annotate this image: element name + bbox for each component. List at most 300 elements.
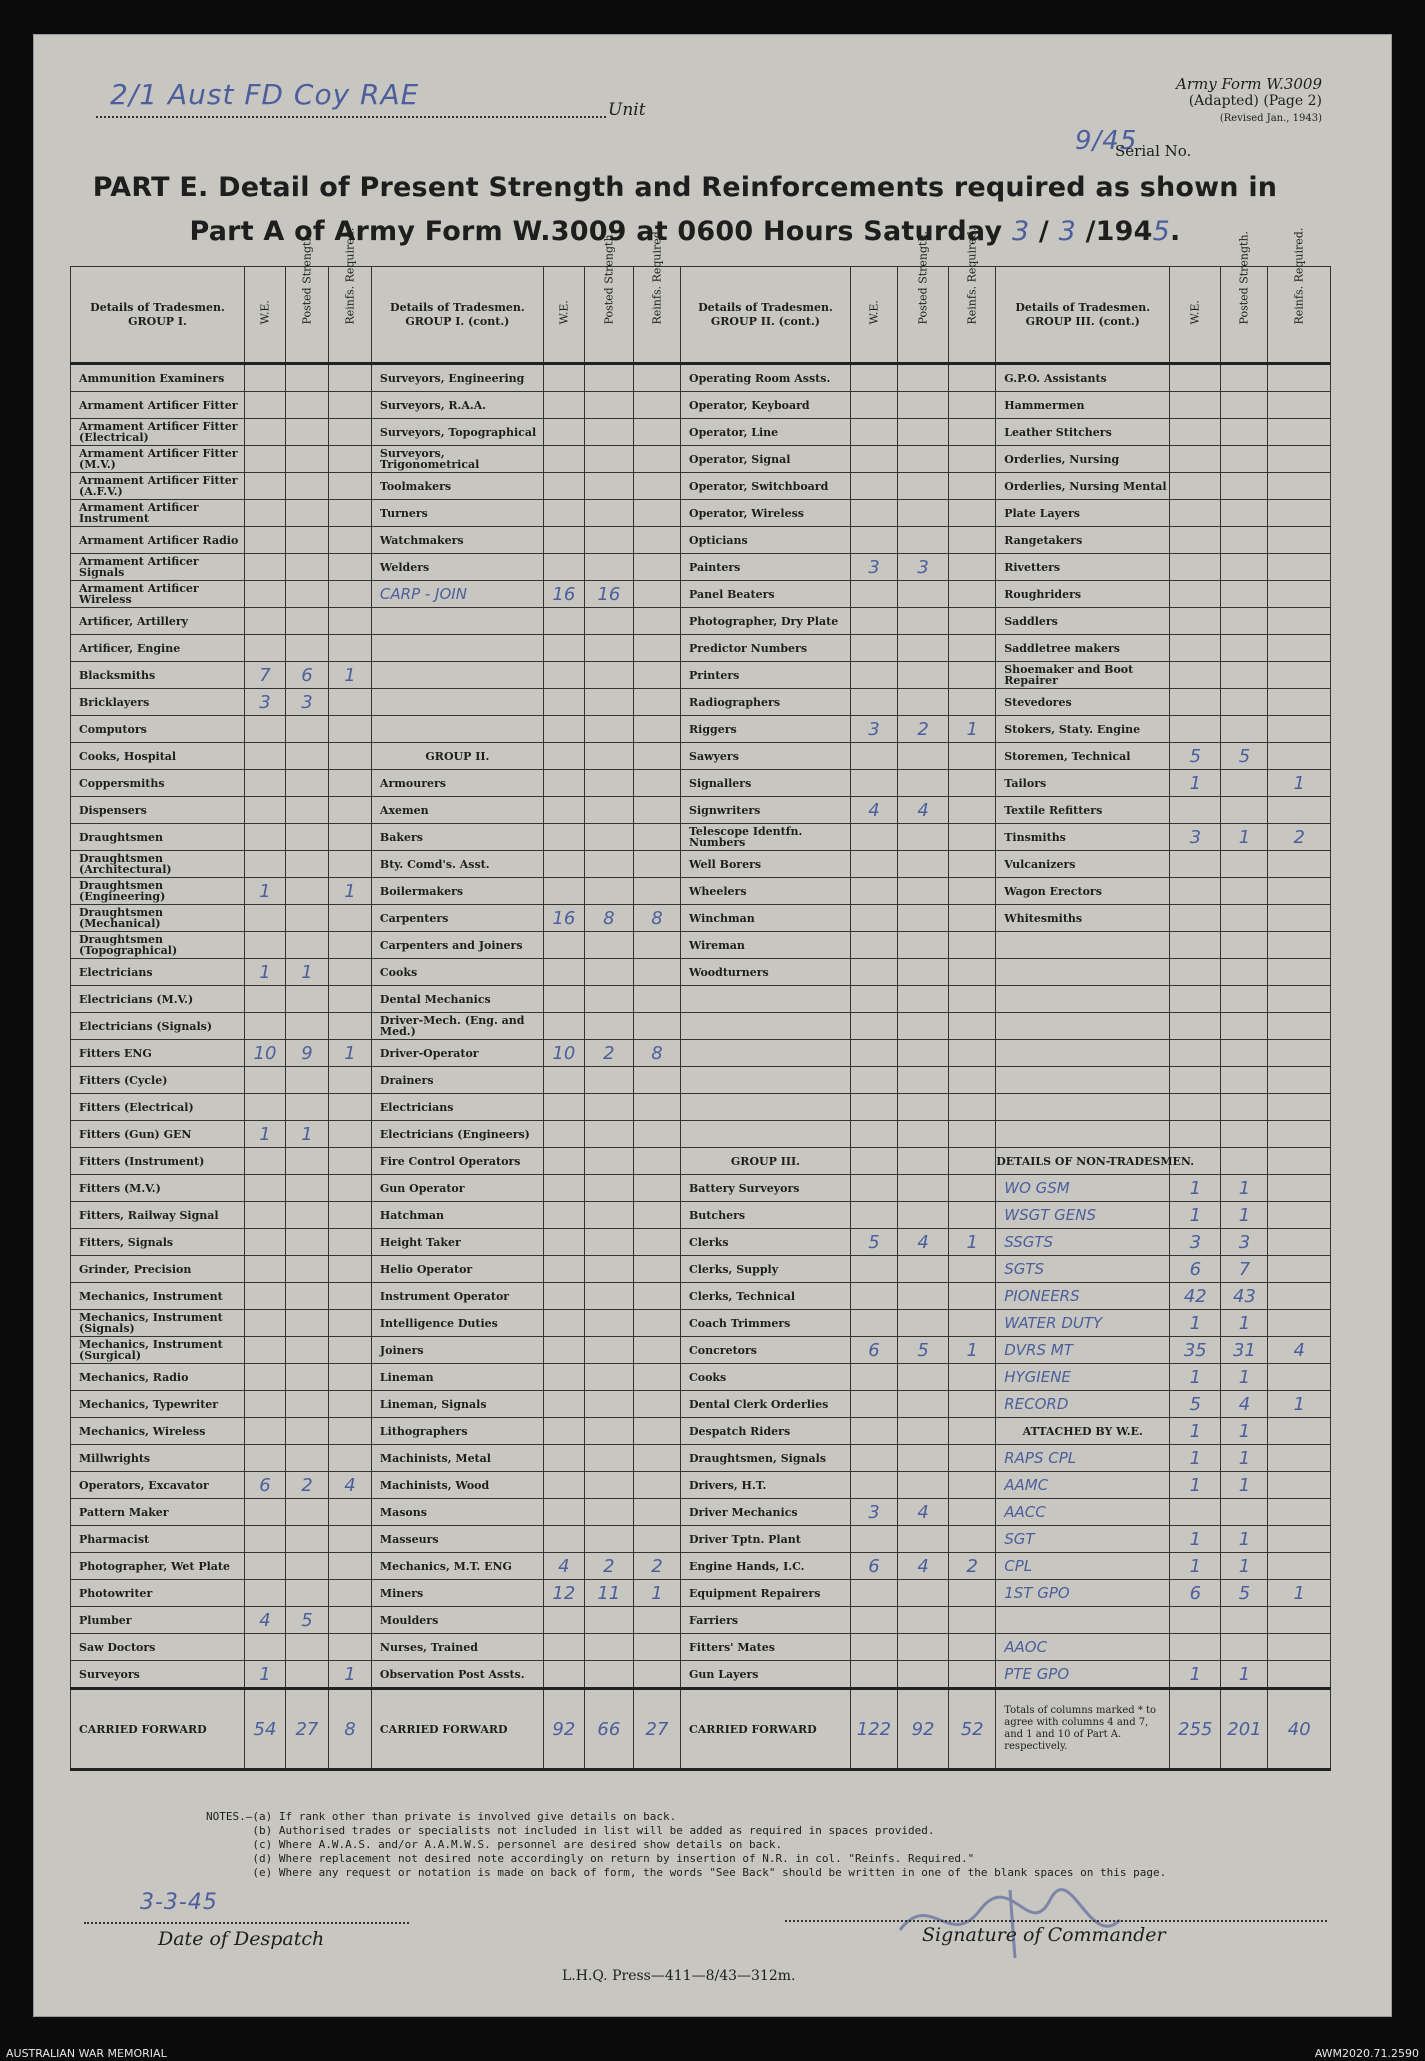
signature-line bbox=[785, 1920, 1327, 1922]
reinfs-required-value bbox=[328, 1634, 371, 1661]
we-value bbox=[245, 1418, 286, 1445]
we-value bbox=[850, 500, 897, 527]
reinfs-required-value bbox=[328, 770, 371, 797]
reinfs-required-value bbox=[1268, 554, 1331, 581]
carried-forward-value: 54 bbox=[245, 1689, 286, 1770]
we-value bbox=[1170, 797, 1221, 824]
trade-label: Hatchman bbox=[371, 1202, 543, 1229]
posted-strength-value bbox=[285, 554, 328, 581]
trade-label: Toolmakers bbox=[371, 473, 543, 500]
we-value bbox=[245, 364, 286, 392]
reinfs-required-value bbox=[633, 527, 680, 554]
trade-label: CPL bbox=[996, 1553, 1170, 1580]
trade-label: Tinsmiths bbox=[996, 824, 1170, 851]
table-row bbox=[71, 1499, 1331, 1526]
posted-strength-value bbox=[285, 527, 328, 554]
we-value: 1 bbox=[1170, 1661, 1221, 1689]
table-row bbox=[71, 1121, 1331, 1148]
posted-strength-value bbox=[1221, 905, 1268, 932]
page-title-line-1: PART E. Detail of Present Strength and Reinforcements required as shown in bbox=[92, 172, 1278, 203]
reinfs-required-value bbox=[633, 1121, 680, 1148]
trade-label: Saddlers bbox=[996, 608, 1170, 635]
posted-strength-value bbox=[1221, 446, 1268, 473]
reinfs-required-value: 1 bbox=[949, 1229, 996, 1256]
posted-strength-value bbox=[1221, 1013, 1268, 1040]
posted-strength-value bbox=[1221, 473, 1268, 500]
trade-label: Fitters (Electrical) bbox=[71, 1094, 245, 1121]
we-value bbox=[1170, 364, 1221, 392]
trade-label: Fitters' Mates bbox=[681, 1634, 851, 1661]
posted-strength-value bbox=[285, 878, 328, 905]
trade-label: Operator, Keyboard bbox=[681, 392, 851, 419]
we-value bbox=[543, 1148, 584, 1175]
reinfs-required-value bbox=[328, 1202, 371, 1229]
we-value bbox=[543, 419, 584, 446]
we-value bbox=[1170, 905, 1221, 932]
posted-strength-value bbox=[285, 364, 328, 392]
reinfs-required-value bbox=[633, 419, 680, 446]
reinfs-required-value bbox=[1268, 986, 1331, 1013]
trade-label bbox=[681, 986, 851, 1013]
posted-strength-value bbox=[897, 364, 948, 392]
form-line-2: (Adapted) (Page 2) bbox=[1188, 93, 1322, 109]
trade-label: Mechanics, Radio bbox=[71, 1364, 245, 1391]
reinfs-required-value bbox=[633, 500, 680, 527]
trade-label: Lineman, Signals bbox=[371, 1391, 543, 1418]
we-value bbox=[543, 824, 584, 851]
table-row bbox=[71, 986, 1331, 1013]
trade-label: Concretors bbox=[681, 1337, 851, 1364]
trade-label bbox=[681, 1040, 851, 1067]
we-value bbox=[245, 1391, 286, 1418]
trade-label: Nurses, Trained bbox=[371, 1634, 543, 1661]
trade-label: Photowriter bbox=[71, 1580, 245, 1607]
we-value bbox=[850, 1391, 897, 1418]
we-value bbox=[850, 1661, 897, 1689]
posted-strength-value bbox=[1221, 689, 1268, 716]
we-value bbox=[850, 1040, 897, 1067]
col-header-group3-cont: Details of Tradesmen. GROUP III. (cont.) bbox=[996, 267, 1170, 364]
reinfs-required-value bbox=[328, 1256, 371, 1283]
trade-label: Masseurs bbox=[371, 1526, 543, 1553]
trade-label: Driver Mechanics bbox=[681, 1499, 851, 1526]
title-month: 3 bbox=[1058, 216, 1076, 247]
table-row bbox=[71, 419, 1331, 446]
reinfs-required-value bbox=[328, 1229, 371, 1256]
trade-label: Pattern Maker bbox=[71, 1499, 245, 1526]
note-line: (d) Where replacement not desired note accordingly on return by insertion of N.R. in col. "Reinfs. Required." bbox=[206, 1852, 975, 1865]
col-header-we: W.E. bbox=[543, 267, 584, 364]
trade-label: Drainers bbox=[371, 1067, 543, 1094]
we-value bbox=[543, 1634, 584, 1661]
trade-label: Mechanics, Typewriter bbox=[71, 1391, 245, 1418]
we-value bbox=[543, 689, 584, 716]
reinfs-required-value bbox=[328, 608, 371, 635]
we-value bbox=[543, 1229, 584, 1256]
reinfs-required-value bbox=[328, 716, 371, 743]
reinfs-required-value bbox=[633, 1175, 680, 1202]
trade-label: Carpenters and Joiners bbox=[371, 932, 543, 959]
col-header-reinfs: Reinfs. Required. bbox=[1268, 267, 1331, 364]
trade-label: Surveyors, Engineering bbox=[371, 364, 543, 392]
reinfs-required-value bbox=[328, 364, 371, 392]
reinfs-required-value bbox=[949, 554, 996, 581]
posted-strength-value bbox=[1221, 959, 1268, 986]
reinfs-required-value bbox=[328, 1391, 371, 1418]
reinfs-required-value: 1 bbox=[1268, 1391, 1331, 1418]
posted-strength-value: 4 bbox=[897, 797, 948, 824]
trade-label: Fitters ENG bbox=[71, 1040, 245, 1067]
carried-forward-label: CARRIED FORWARD bbox=[71, 1689, 245, 1770]
reinfs-required-value bbox=[949, 473, 996, 500]
we-value bbox=[543, 1013, 584, 1040]
posted-strength-value bbox=[285, 500, 328, 527]
posted-strength-value bbox=[584, 851, 633, 878]
trade-label: Masons bbox=[371, 1499, 543, 1526]
reinfs-required-value bbox=[328, 1337, 371, 1364]
reinfs-required-value bbox=[949, 1283, 996, 1310]
posted-strength-value bbox=[285, 1391, 328, 1418]
trade-label: Fitters (Instrument) bbox=[71, 1148, 245, 1175]
reinfs-required-value bbox=[1268, 662, 1331, 689]
table-row bbox=[71, 1526, 1331, 1553]
trade-label: Cooks bbox=[371, 959, 543, 986]
trade-label: Panel Beaters bbox=[681, 581, 851, 608]
reinfs-required-value bbox=[328, 797, 371, 824]
reinfs-required-value bbox=[949, 1445, 996, 1472]
we-value bbox=[245, 446, 286, 473]
table-row bbox=[71, 1175, 1331, 1202]
trade-label: Despatch Riders bbox=[681, 1418, 851, 1445]
posted-strength-value: 11 bbox=[584, 1580, 633, 1607]
we-value: 5 bbox=[1170, 743, 1221, 770]
reinfs-required-value bbox=[633, 1202, 680, 1229]
trade-label: WATER DUTY bbox=[996, 1310, 1170, 1337]
trade-label: CARP - JOIN bbox=[371, 581, 543, 608]
we-value bbox=[850, 1310, 897, 1337]
reinfs-required-value bbox=[949, 1661, 996, 1689]
col-header-group1-cont: Details of Tradesmen. GROUP I. (cont.) bbox=[371, 267, 543, 364]
trade-label bbox=[996, 1067, 1170, 1094]
reinfs-required-value bbox=[949, 1013, 996, 1040]
posted-strength-value bbox=[584, 770, 633, 797]
reinfs-required-value bbox=[949, 932, 996, 959]
trade-label: DETAILS OF NON-TRADESMEN. bbox=[996, 1148, 1170, 1175]
posted-strength-value: 1 bbox=[1221, 824, 1268, 851]
posted-strength-value: 43 bbox=[1221, 1283, 1268, 1310]
trade-label: SGT bbox=[996, 1526, 1170, 1553]
we-value bbox=[245, 905, 286, 932]
table-row bbox=[71, 743, 1331, 770]
posted-strength-value bbox=[1221, 878, 1268, 905]
posted-strength-value bbox=[584, 1472, 633, 1499]
reinfs-required-value bbox=[328, 1418, 371, 1445]
we-value: 10 bbox=[245, 1040, 286, 1067]
trade-label: Coppersmiths bbox=[71, 770, 245, 797]
posted-strength-value: 8 bbox=[584, 905, 633, 932]
title-day: 3 bbox=[1011, 216, 1030, 247]
we-value bbox=[245, 554, 286, 581]
col-header-posted: Posted Strength. bbox=[897, 267, 948, 364]
reinfs-required-value: 4 bbox=[328, 1472, 371, 1499]
trade-label: Gun Layers bbox=[681, 1661, 851, 1689]
we-value bbox=[543, 1310, 584, 1337]
posted-strength-value bbox=[285, 1499, 328, 1526]
posted-strength-value: 5 bbox=[1221, 1580, 1268, 1607]
posted-strength-value: 1 bbox=[1221, 1526, 1268, 1553]
posted-strength-value: 9 bbox=[285, 1040, 328, 1067]
we-value: 5 bbox=[1170, 1391, 1221, 1418]
posted-strength-value bbox=[285, 1229, 328, 1256]
trade-label bbox=[996, 959, 1170, 986]
posted-strength-value bbox=[1221, 608, 1268, 635]
posted-strength-value: 1 bbox=[1221, 1418, 1268, 1445]
trade-label: Painters bbox=[681, 554, 851, 581]
trade-label bbox=[681, 1067, 851, 1094]
reinfs-required-value bbox=[1268, 1553, 1331, 1580]
printer-imprint: L.H.Q. Press—411—8/43—312m. bbox=[562, 1968, 796, 1984]
posted-strength-value bbox=[897, 743, 948, 770]
unit-handwritten: 2/1 Aust FD Coy RAE bbox=[110, 78, 420, 111]
reinfs-required-value bbox=[633, 1337, 680, 1364]
posted-strength-value bbox=[584, 392, 633, 419]
trade-label: Signallers bbox=[681, 770, 851, 797]
reinfs-required-value bbox=[1268, 1310, 1331, 1337]
we-value: 6 bbox=[850, 1553, 897, 1580]
form-id bbox=[1040, 76, 1322, 127]
posted-strength-value: 31 bbox=[1221, 1337, 1268, 1364]
trade-label: Axemen bbox=[371, 797, 543, 824]
trade-label: Armament Artificer Fitter (Electrical) bbox=[71, 419, 245, 446]
reinfs-required-value bbox=[328, 419, 371, 446]
note-line: NOTES.—(a) If rank other than private is involved give details on back. bbox=[206, 1810, 677, 1823]
trade-label: Draughtsmen (Engineering) bbox=[71, 878, 245, 905]
posted-strength-value bbox=[285, 1445, 328, 1472]
trade-label: Millwrights bbox=[71, 1445, 245, 1472]
trade-label: Moulders bbox=[371, 1607, 543, 1634]
we-value bbox=[850, 878, 897, 905]
posted-strength-value: 1 bbox=[1221, 1310, 1268, 1337]
trade-label: Winchman bbox=[681, 905, 851, 932]
we-value: 7 bbox=[245, 662, 286, 689]
trade-label: Observation Post Assts. bbox=[371, 1661, 543, 1689]
col-header-posted: Posted Strength. bbox=[584, 267, 633, 364]
table-row bbox=[71, 1445, 1331, 1472]
we-value bbox=[850, 527, 897, 554]
reinfs-required-value bbox=[633, 878, 680, 905]
trade-label: Predictor Numbers bbox=[681, 635, 851, 662]
reinfs-required-value bbox=[949, 878, 996, 905]
reinfs-required-value bbox=[328, 527, 371, 554]
trade-label: Operators, Excavator bbox=[71, 1472, 245, 1499]
trade-label: Wireman bbox=[681, 932, 851, 959]
trade-label: Textile Refitters bbox=[996, 797, 1170, 824]
we-value bbox=[245, 1256, 286, 1283]
title-year-prefix: /194 bbox=[1085, 216, 1153, 247]
trade-label: DVRS MT bbox=[996, 1337, 1170, 1364]
posted-strength-value bbox=[1221, 635, 1268, 662]
note-line: (b) Authorised trades or specialists not included in list will be added as required in spaces provided. bbox=[206, 1824, 935, 1837]
we-value: 1 bbox=[245, 959, 286, 986]
form-line-3: (Revised Jan., 1943) bbox=[1219, 113, 1322, 124]
reinfs-required-value bbox=[1268, 473, 1331, 500]
reinfs-required-value bbox=[949, 1472, 996, 1499]
trade-label: Ammunition Examiners bbox=[71, 364, 245, 392]
carried-forward-value: 40 bbox=[1268, 1689, 1331, 1770]
col-header-group2-cont: Details of Tradesmen. GROUP II. (cont.) bbox=[681, 267, 851, 364]
table-row bbox=[71, 392, 1331, 419]
reinfs-required-value bbox=[633, 1607, 680, 1634]
we-value: 1 bbox=[245, 1661, 286, 1689]
posted-strength-value bbox=[285, 1310, 328, 1337]
posted-strength-value: 1 bbox=[1221, 1472, 1268, 1499]
trade-label: Armament Artificer Radio bbox=[71, 527, 245, 554]
we-value bbox=[850, 905, 897, 932]
reinfs-required-value bbox=[949, 851, 996, 878]
reinfs-required-value bbox=[949, 527, 996, 554]
table-row bbox=[71, 1553, 1331, 1580]
trade-label: Leather Stitchers bbox=[996, 419, 1170, 446]
reinfs-required-value bbox=[1268, 959, 1331, 986]
we-value bbox=[543, 1256, 584, 1283]
posted-strength-value bbox=[584, 959, 633, 986]
reinfs-required-value bbox=[949, 1607, 996, 1634]
reinfs-required-value bbox=[949, 419, 996, 446]
trade-label bbox=[371, 662, 543, 689]
reinfs-required-value bbox=[633, 635, 680, 662]
table-row bbox=[71, 1013, 1331, 1040]
reinfs-required-value bbox=[633, 797, 680, 824]
trade-label bbox=[681, 1013, 851, 1040]
page-title-line-2: Part A of Army Form W.3009 at 0600 Hours Saturday 3 / 3 /1945. bbox=[189, 216, 1181, 247]
we-value bbox=[245, 1067, 286, 1094]
trade-label: AAOC bbox=[996, 1634, 1170, 1661]
trade-label: Wagon Erectors bbox=[996, 878, 1170, 905]
posted-strength-value bbox=[897, 1634, 948, 1661]
we-value bbox=[850, 1526, 897, 1553]
table-row bbox=[71, 635, 1331, 662]
reinfs-required-value bbox=[633, 1283, 680, 1310]
reinfs-required-value: 1 bbox=[949, 716, 996, 743]
we-value bbox=[850, 1067, 897, 1094]
posted-strength-value bbox=[584, 1337, 633, 1364]
col-header-reinfs: Reinfs. Required. bbox=[633, 267, 680, 364]
we-value bbox=[543, 959, 584, 986]
carried-forward-value: 92 bbox=[897, 1689, 948, 1770]
posted-strength-value bbox=[897, 1472, 948, 1499]
trade-label: Artificer, Artillery bbox=[71, 608, 245, 635]
we-value bbox=[850, 1175, 897, 1202]
we-value bbox=[543, 878, 584, 905]
table-row bbox=[71, 1580, 1331, 1607]
we-value bbox=[1170, 608, 1221, 635]
reinfs-required-value bbox=[949, 743, 996, 770]
posted-strength-value bbox=[285, 1634, 328, 1661]
trade-label: Mechanics, Instrument bbox=[71, 1283, 245, 1310]
reinfs-required-value: 4 bbox=[1268, 1337, 1331, 1364]
trade-label: Dental Mechanics bbox=[371, 986, 543, 1013]
we-value bbox=[1170, 1040, 1221, 1067]
reinfs-required-value bbox=[1268, 500, 1331, 527]
posted-strength-value: 2 bbox=[285, 1472, 328, 1499]
reinfs-required-value bbox=[949, 635, 996, 662]
table-row bbox=[71, 1256, 1331, 1283]
reinfs-required-value bbox=[949, 1202, 996, 1229]
reinfs-required-value bbox=[328, 905, 371, 932]
col-header-reinfs: Reinfs. Required. bbox=[949, 267, 996, 364]
posted-strength-value bbox=[584, 364, 633, 392]
we-value bbox=[245, 824, 286, 851]
we-value bbox=[245, 1148, 286, 1175]
trade-label: Electricians (Signals) bbox=[71, 1013, 245, 1040]
posted-strength-value bbox=[897, 1391, 948, 1418]
reinfs-required-value bbox=[1268, 743, 1331, 770]
trade-label: Lithographers bbox=[371, 1418, 543, 1445]
posted-strength-value bbox=[897, 1175, 948, 1202]
reinfs-required-value bbox=[328, 1148, 371, 1175]
we-value bbox=[543, 770, 584, 797]
we-value bbox=[543, 1202, 584, 1229]
trade-label: Electricians (M.V.) bbox=[71, 986, 245, 1013]
trade-label: Pharmacist bbox=[71, 1526, 245, 1553]
reinfs-required-value bbox=[1268, 1499, 1331, 1526]
reinfs-required-value bbox=[949, 662, 996, 689]
posted-strength-value bbox=[584, 986, 633, 1013]
we-value: 1 bbox=[1170, 1364, 1221, 1391]
table-row bbox=[71, 446, 1331, 473]
posted-strength-value: 4 bbox=[897, 1553, 948, 1580]
posted-strength-value bbox=[285, 1256, 328, 1283]
we-value: 6 bbox=[1170, 1256, 1221, 1283]
trade-label: Cooks bbox=[681, 1364, 851, 1391]
posted-strength-value bbox=[1221, 932, 1268, 959]
trade-label: ATTACHED BY W.E. bbox=[996, 1418, 1170, 1445]
trade-label: Plate Layers bbox=[996, 500, 1170, 527]
trade-label: Miners bbox=[371, 1580, 543, 1607]
table-row bbox=[71, 1229, 1331, 1256]
reinfs-required-value bbox=[633, 1391, 680, 1418]
table-row bbox=[71, 797, 1331, 824]
reinfs-required-value bbox=[633, 689, 680, 716]
posted-strength-value bbox=[584, 662, 633, 689]
we-value bbox=[850, 1418, 897, 1445]
trade-label: Armament Artificer Fitter (A.F.V.) bbox=[71, 473, 245, 500]
posted-strength-value bbox=[897, 1040, 948, 1067]
reinfs-required-value bbox=[949, 446, 996, 473]
posted-strength-value bbox=[897, 1283, 948, 1310]
we-value bbox=[245, 527, 286, 554]
reinfs-required-value bbox=[949, 797, 996, 824]
posted-strength-value bbox=[1221, 527, 1268, 554]
trade-label bbox=[996, 1040, 1170, 1067]
trade-label: Saddletree makers bbox=[996, 635, 1170, 662]
trade-label: Mechanics, M.T. ENG bbox=[371, 1553, 543, 1580]
reinfs-required-value bbox=[949, 959, 996, 986]
posted-strength-value bbox=[285, 986, 328, 1013]
reinfs-required-value bbox=[633, 581, 680, 608]
we-value bbox=[245, 1310, 286, 1337]
carried-forward-value: 255 bbox=[1170, 1689, 1221, 1770]
carried-forward-value: 122 bbox=[850, 1689, 897, 1770]
trade-label: Bty. Comd's. Asst. bbox=[371, 851, 543, 878]
carried-forward-row bbox=[71, 1689, 1331, 1770]
reinfs-required-value bbox=[949, 689, 996, 716]
we-value bbox=[543, 1094, 584, 1121]
despatch-date-handwritten: 3-3-45 bbox=[140, 1890, 218, 1915]
we-value bbox=[1170, 662, 1221, 689]
reinfs-required-value bbox=[1268, 1013, 1331, 1040]
posted-strength-value bbox=[897, 1094, 948, 1121]
